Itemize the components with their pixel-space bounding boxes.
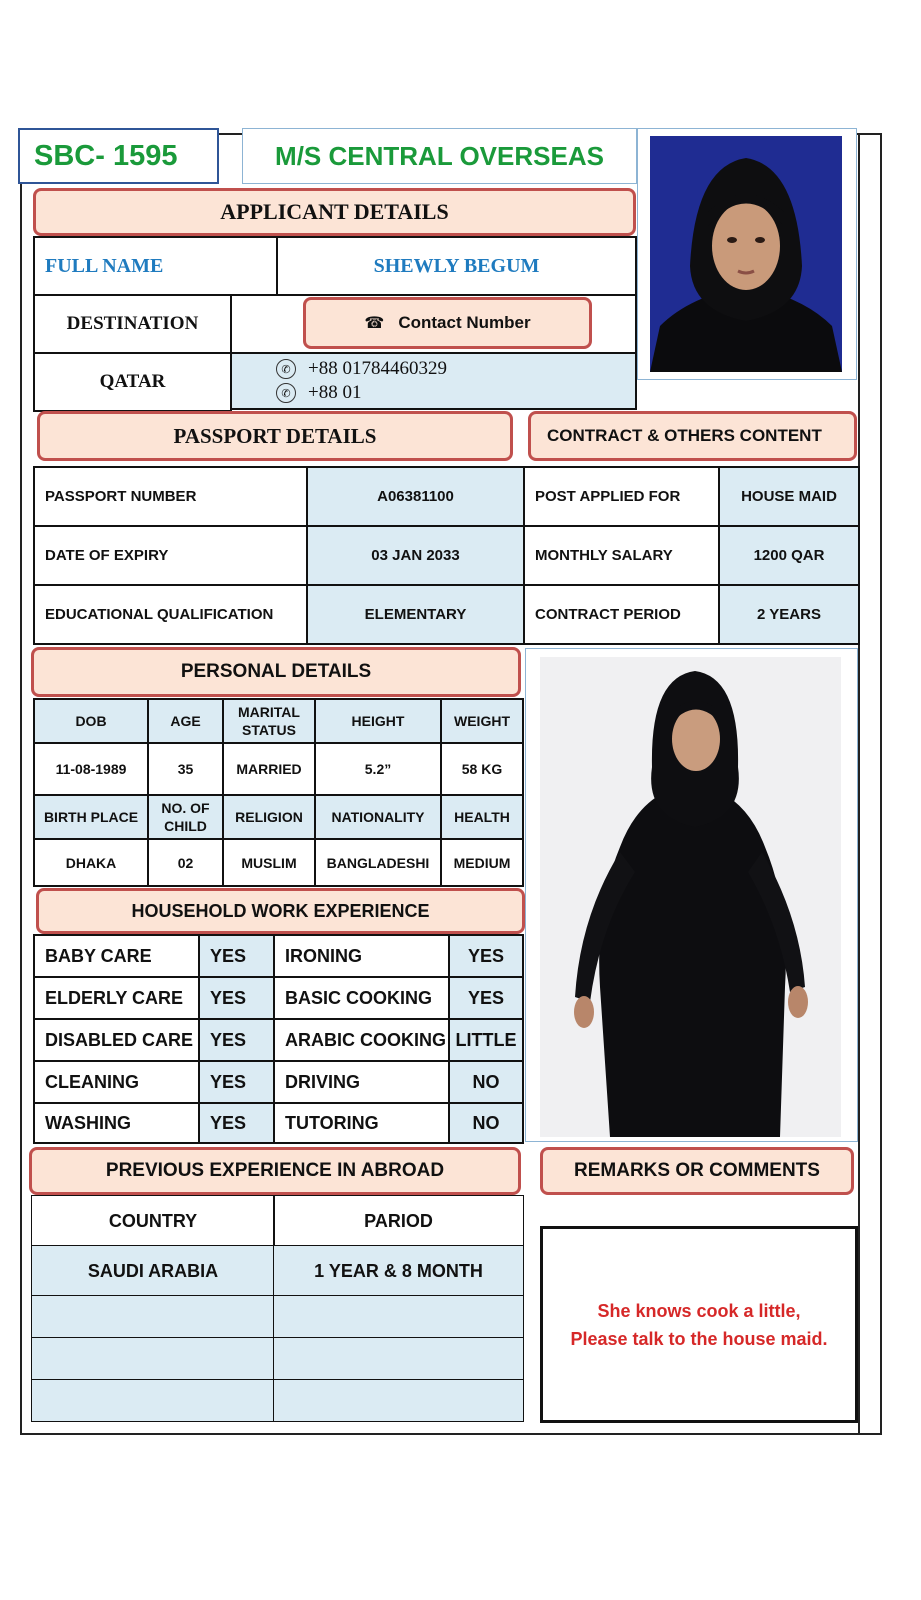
destination-label-cell bbox=[33, 294, 232, 354]
household-skill-b-1: BASIC COOKING bbox=[273, 976, 450, 1020]
contract-value-0: HOUSE MAID bbox=[718, 466, 860, 527]
personal-value-marital: MARRIED bbox=[222, 742, 316, 796]
full-body-photo bbox=[540, 657, 841, 1137]
personal-value-height: 5.2” bbox=[314, 742, 442, 796]
full-name-value-cell bbox=[276, 236, 637, 296]
contract-label-0: POST APPLIED FOR bbox=[523, 466, 720, 527]
household-value-a-0: YES bbox=[198, 934, 275, 978]
full-name-value: SHEWLY BEGUM bbox=[373, 254, 540, 277]
remarks-box bbox=[540, 1226, 858, 1423]
household-value-b-4: NO bbox=[448, 1102, 524, 1144]
abroad-empty-row bbox=[31, 1295, 275, 1339]
abroad-empty-row bbox=[31, 1379, 275, 1422]
contract-label-2: CONTRACT PERIOD bbox=[523, 584, 720, 645]
phone-circle-icon: ✆ bbox=[276, 359, 296, 379]
reference-code: SBC- 1595 bbox=[34, 139, 178, 172]
personal-header-dob: DOB bbox=[33, 698, 149, 744]
personal-header-weight: WEIGHT bbox=[440, 698, 524, 744]
personal-header-health: HEALTH bbox=[440, 794, 524, 840]
abroad-empty-row bbox=[273, 1295, 524, 1339]
personal-value-weight: 58 KG bbox=[440, 742, 524, 796]
personal-value-religion: MUSLIM bbox=[222, 838, 316, 887]
abroad-col-period: PARIOD bbox=[273, 1195, 524, 1247]
destination-value: QATAR bbox=[99, 371, 166, 392]
personal-header-age: AGE bbox=[147, 698, 224, 744]
contract-label-1: MONTHLY SALARY bbox=[523, 525, 720, 586]
applicant-section-title: APPLICANT DETAILS bbox=[33, 188, 636, 236]
passport-section-title: PASSPORT DETAILS bbox=[37, 411, 513, 461]
phone-number-2: +88 01 bbox=[308, 382, 362, 403]
passport-value-0: A06381100 bbox=[306, 466, 525, 527]
personal-header-religion: RELIGION bbox=[222, 794, 316, 840]
passport-value-1: 03 JAN 2033 bbox=[306, 525, 525, 586]
abroad-col-country: COUNTRY bbox=[31, 1195, 275, 1247]
household-skill-b-0: IRONING bbox=[273, 934, 450, 978]
household-skill-a-2: DISABLED CARE bbox=[33, 1018, 200, 1062]
phone-row-1 bbox=[276, 357, 447, 381]
passport-label-2: EDUCATIONAL QUALIFICATION bbox=[33, 584, 308, 645]
household-value-b-0: YES bbox=[448, 934, 524, 978]
remarks-section-title: REMARKS OR COMMENTS bbox=[540, 1147, 854, 1195]
household-value-a-4: YES bbox=[198, 1102, 275, 1144]
destination-label: DESTINATION bbox=[66, 313, 199, 334]
abroad-empty-row bbox=[273, 1337, 524, 1381]
passport-value-2: ELEMENTARY bbox=[306, 584, 525, 645]
contract-value-2: 2 YEARS bbox=[718, 584, 860, 645]
passport-label-0: PASSPORT NUMBER bbox=[33, 466, 308, 527]
household-skill-a-3: CLEANING bbox=[33, 1060, 200, 1104]
personal-value-dob: 11-08-1989 bbox=[33, 742, 149, 796]
full-name-label-cell bbox=[33, 236, 278, 296]
frame-inner-line bbox=[858, 135, 860, 1433]
household-value-b-2: LITTLE bbox=[448, 1018, 524, 1062]
contract-value-1: 1200 QAR bbox=[718, 525, 860, 586]
household-skill-a-4: WASHING bbox=[33, 1102, 200, 1144]
household-value-a-2: YES bbox=[198, 1018, 275, 1062]
abroad-empty-row bbox=[31, 1337, 275, 1381]
personal-header-marital: MARITAL STATUS bbox=[222, 698, 316, 744]
household-section-title: HOUSEHOLD WORK EXPERIENCE bbox=[36, 888, 525, 934]
abroad-section-title: PREVIOUS EXPERIENCE IN ABROAD bbox=[29, 1147, 521, 1195]
phone-numbers-cell bbox=[230, 352, 637, 410]
contract-section-title: CONTRACT & OTHERS CONTENT bbox=[528, 411, 857, 461]
household-skill-a-0: BABY CARE bbox=[33, 934, 200, 978]
personal-header-birth-place: BIRTH PLACE bbox=[33, 794, 149, 840]
household-skill-a-1: ELDERLY CARE bbox=[33, 976, 200, 1020]
abroad-country-0: SAUDI ARABIA bbox=[31, 1245, 275, 1297]
household-skill-b-3: DRIVING bbox=[273, 1060, 450, 1104]
personal-value-children: 02 bbox=[147, 838, 224, 887]
household-value-b-3: NO bbox=[448, 1060, 524, 1104]
abroad-empty-row bbox=[273, 1379, 524, 1422]
personal-value-health: MEDIUM bbox=[440, 838, 524, 887]
household-skill-b-4: TUTORING bbox=[273, 1102, 450, 1144]
personal-section-title: PERSONAL DETAILS bbox=[31, 647, 521, 697]
household-value-b-1: YES bbox=[448, 976, 524, 1020]
personal-value-age: 35 bbox=[147, 742, 224, 796]
passport-label-1: DATE OF EXPIRY bbox=[33, 525, 308, 586]
phone-row-2 bbox=[276, 381, 361, 405]
personal-value-nationality: BANGLADESHI bbox=[314, 838, 442, 887]
personal-header-height: HEIGHT bbox=[314, 698, 442, 744]
agency-name: M/S CENTRAL OVERSEAS bbox=[275, 140, 604, 171]
remarks-text: She knows cook a little, Please talk to the house maid. bbox=[570, 1300, 828, 1349]
household-skill-b-2: ARABIC COOKING bbox=[273, 1018, 450, 1062]
destination-value-cell bbox=[33, 352, 232, 412]
phone-number-1: +88 01784460329 bbox=[308, 358, 447, 379]
abroad-period-0: 1 YEAR & 8 MONTH bbox=[273, 1245, 524, 1297]
personal-header-nationality: NATIONALITY bbox=[314, 794, 442, 840]
contact-number-title: ☎ Contact Number bbox=[303, 297, 592, 349]
portrait-photo bbox=[650, 136, 842, 372]
agency-box bbox=[242, 128, 637, 184]
personal-value-birth-place: DHAKA bbox=[33, 838, 149, 887]
phone-circle-icon: ✆ bbox=[276, 383, 296, 403]
household-value-a-3: YES bbox=[198, 1060, 275, 1104]
telephone-icon: ☎ bbox=[364, 315, 385, 332]
personal-header-children: NO. OF CHILD bbox=[147, 794, 224, 840]
full-name-label: FULL NAME bbox=[45, 254, 164, 277]
reference-code-box bbox=[18, 128, 219, 184]
household-value-a-1: YES bbox=[198, 976, 275, 1020]
